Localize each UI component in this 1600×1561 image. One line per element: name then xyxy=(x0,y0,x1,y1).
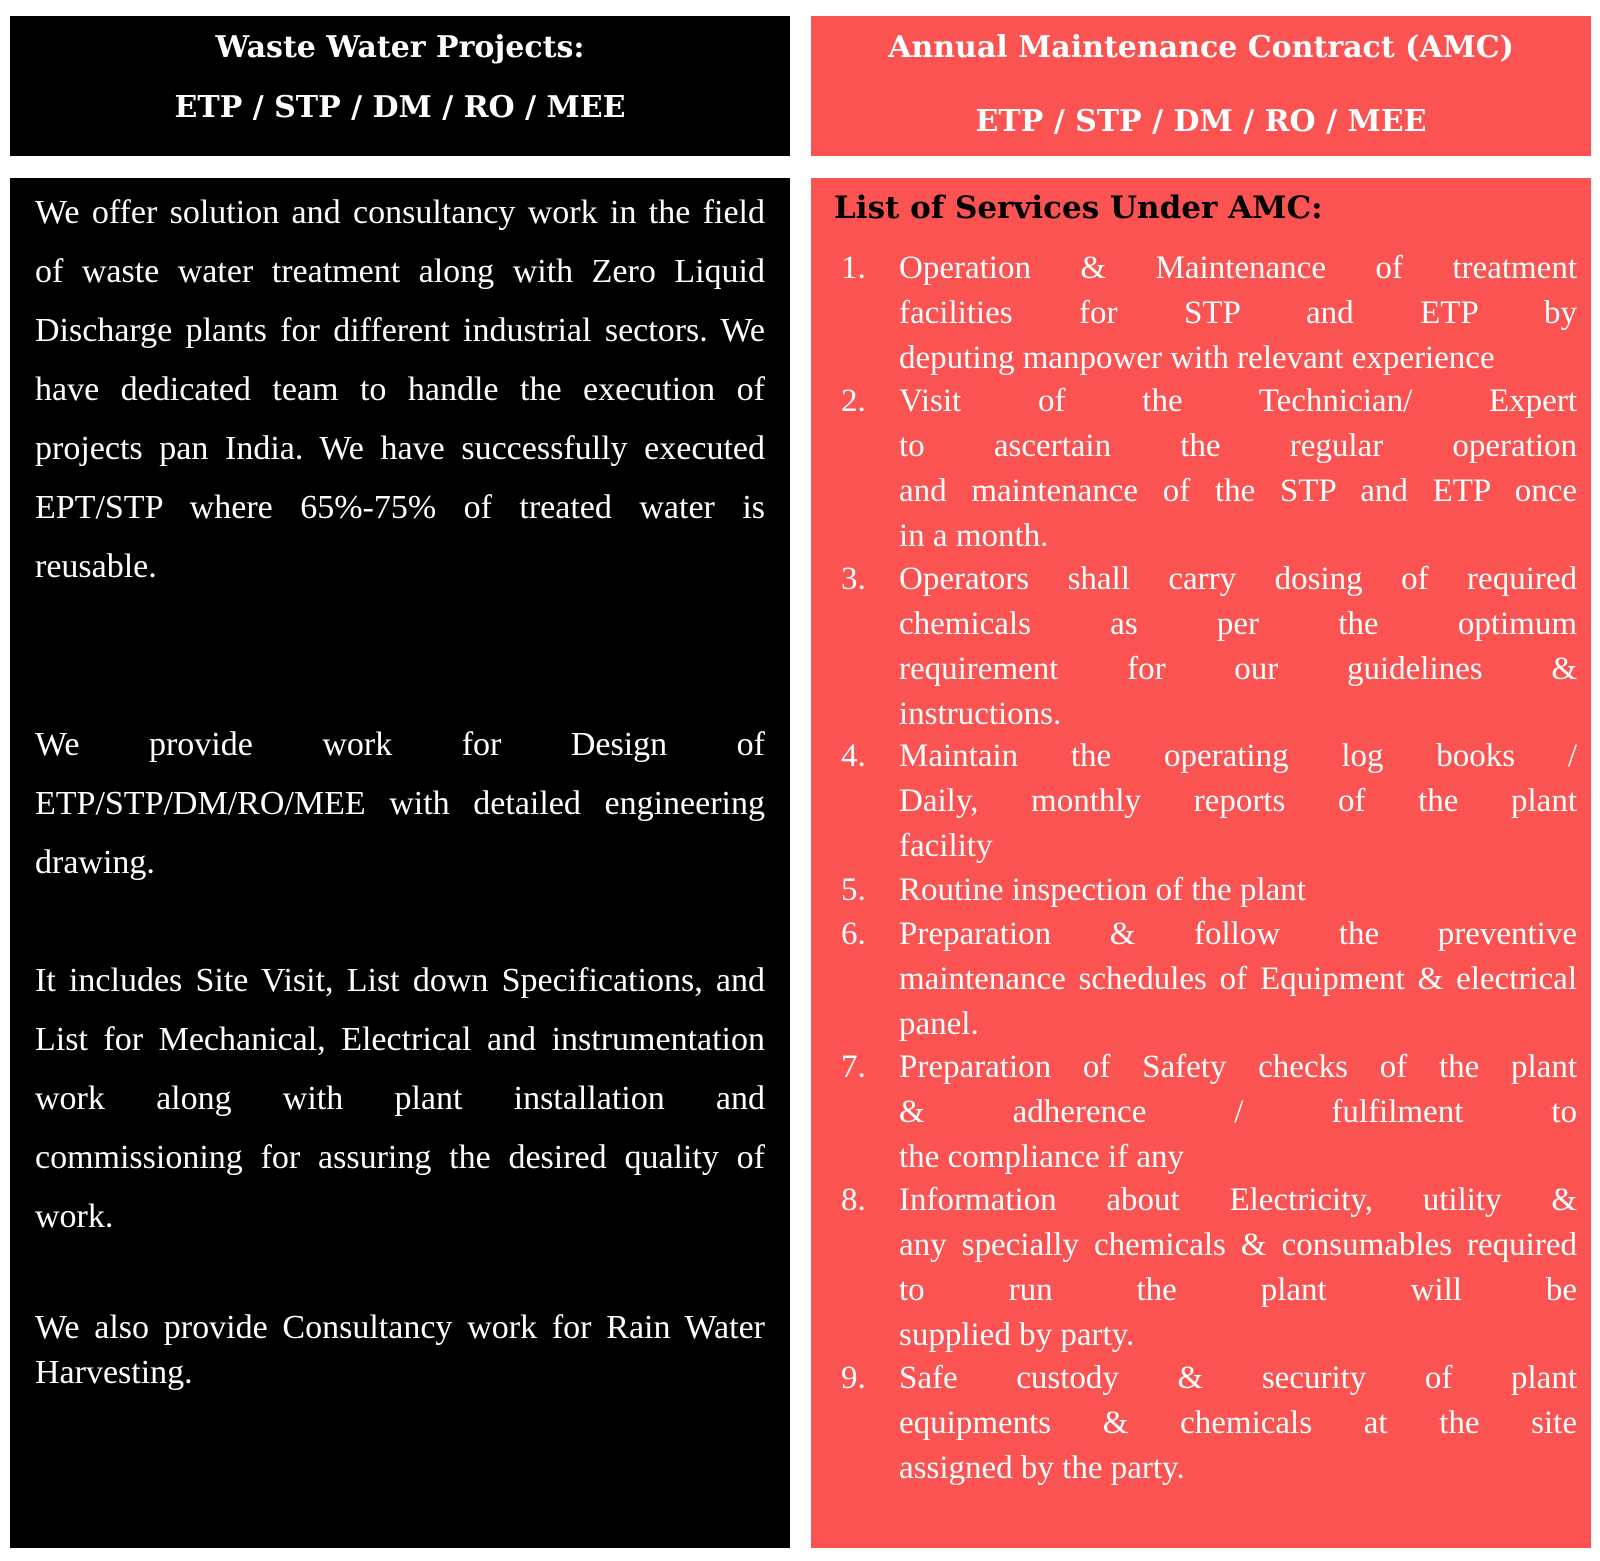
list-item-number: 9. xyxy=(841,1360,866,1396)
list-item-number: 6. xyxy=(841,916,866,952)
list-item-text: Preparation & follow the preventive maintenance schedules of Equipment & electrical panel. xyxy=(899,916,1577,1042)
list-item-number: 3. xyxy=(841,561,866,597)
amc-services-panel xyxy=(811,178,1591,1548)
list-item-text: Safe custody & security of plant equipments & chemicals at the site assigned by the party. xyxy=(899,1360,1577,1486)
list-item-text: Routine inspection of the plant xyxy=(899,872,1306,908)
list-item-text: Operators shall carry dosing of required chemicals as per the optimum requirement for our guidelines & instructions. xyxy=(899,561,1577,732)
list-item-number: 8. xyxy=(841,1182,866,1218)
list-item-text: Operation & Maintenance of treatment facilities for STP and ETP by deputing manpower with relevant experience xyxy=(899,250,1577,376)
scope-paragraph: It includes Site Visit, List down Specifications, and List for Mechanical, Electrical and instrumentation work along with plant installation and commissioning for assuring the desired quality of work. xyxy=(35,962,765,1235)
design-paragraph: We provide work for Design of ETP/STP/DM/RO/MEE with detailed engineering drawing. xyxy=(35,726,765,881)
header-subtitle: ETP / STP / DM / RO / MEE xyxy=(975,104,1427,139)
header-subtitle: ETP / STP / DM / RO / MEE xyxy=(174,90,626,125)
list-item-number: 4. xyxy=(841,738,866,774)
services-list-title: List of Services Under AMC: xyxy=(834,190,1323,226)
waste-water-description-panel xyxy=(10,178,790,1548)
amc-header xyxy=(811,16,1591,156)
list-item-number: 2. xyxy=(841,383,866,419)
rain-water-paragraph: We also provide Consultancy work for Rain Water Harvesting. xyxy=(35,1309,765,1391)
list-item-text: Preparation of Safety checks of the plant & adherence / fulfilment to the compliance if any xyxy=(899,1049,1577,1175)
list-item-text: Information about Electricity, utility & any specially chemicals & consumables required to run the plant will be supplied by party. xyxy=(899,1182,1577,1353)
list-item-number: 1. xyxy=(841,250,866,286)
list-item-text: Maintain the operating log books / Daily, monthly reports of the plant facility xyxy=(899,738,1577,864)
waste-water-projects-header xyxy=(10,16,790,156)
header-title: Waste Water Projects: xyxy=(215,30,585,65)
description-paragraph: We offer solution and consultancy work in the field of waste water treatment along with Zero Liquid Discharge plants for different industrial sectors. We have dedicated team to handle the execution of projects pan India. We have successfully executed EPT/STP where 65%-75% of treated water is reusable. xyxy=(35,194,765,585)
list-item-number: 5. xyxy=(841,872,866,908)
list-item-text: Visit of the Technician/ Expert to ascertain the regular operation and maintenance of the STP and ETP once in a month. xyxy=(899,383,1577,554)
list-item-number: 7. xyxy=(841,1049,866,1085)
header-title: Annual Maintenance Contract (AMC) xyxy=(888,30,1514,65)
